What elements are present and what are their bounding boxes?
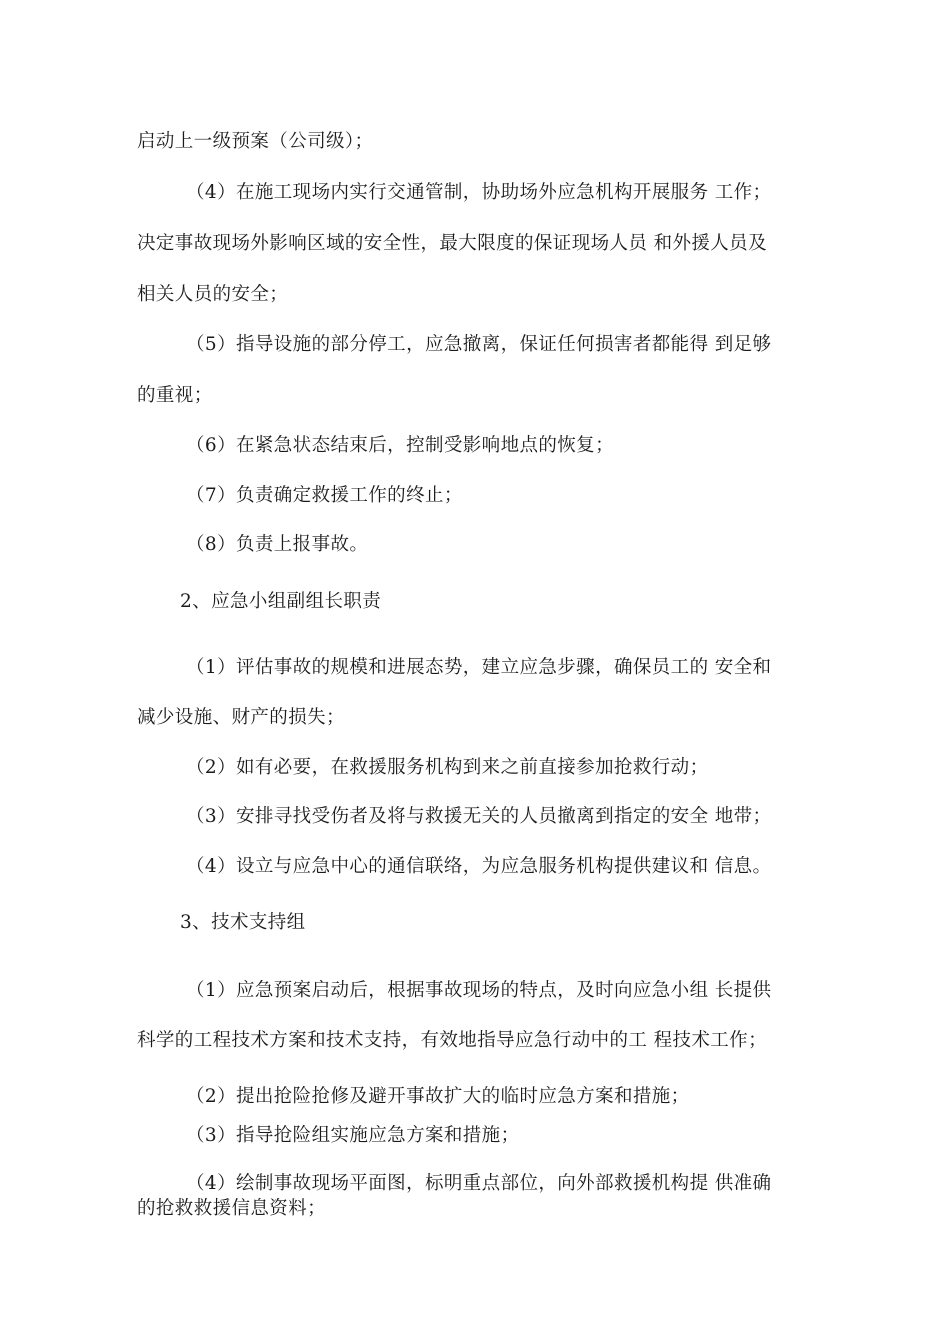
text-line: （4）设立与应急中心的通信联络，为应急服务机构提供建议和 信息。 [186,856,772,877]
text-line: （3）安排寻找受伤者及将与救援无关的人员撤离到指定的安全 地带； [186,806,772,827]
text-line: 启动上一级预案（公司级）； [137,131,374,152]
text-line: （4）绘制事故现场平面图，标明重点部位，向外部救援机构提 供准确 [186,1173,772,1194]
text-line: 减少设施、财产的损失； [137,707,345,728]
text-line: （1）评估事故的规模和进展态势，建立应急步骤，确保员工的 安全和 [186,657,772,678]
text-line: （5）指导设施的部分停工，应急撤离，保证任何损害者都能得 到足够 [186,334,772,355]
text-line: 决定事故现场外影响区域的安全性，最大限度的保证现场人员 和外援人员及 [137,233,767,254]
text-line: （7）负责确定救援工作的终止； [186,485,463,506]
text-line: （4）在施工现场内实行交通管制，协助场外应急机构开展服务 工作； [186,182,772,203]
text-line: 的抢救救援信息资料； [137,1198,327,1219]
text-line: （8）负责上报事故。 [186,534,369,555]
section-heading: 3、技术支持组 [180,912,306,933]
text-line: 科学的工程技术方案和技术支持，有效地指导应急行动中的工 程技术工作； [137,1030,767,1051]
text-line: （2）如有必要，在救援服务机构到来之前直接参加抢救行动； [186,757,709,778]
text-line: （3）指导抢险组实施应急方案和措施； [186,1125,520,1146]
text-line: 的重视； [137,385,213,406]
text-line: （1）应急预案启动后，根据事故现场的特点，及时向应急小组 长提供 [186,980,772,1001]
text-line: （6）在紧急状态结束后，控制受影响地点的恢复； [186,435,614,456]
text-line: （2）提出抢险抢修及避开事故扩大的临时应急方案和措施； [186,1086,690,1107]
text-line: 相关人员的安全； [137,284,289,305]
section-heading: 2、应急小组副组长职责 [180,591,382,612]
